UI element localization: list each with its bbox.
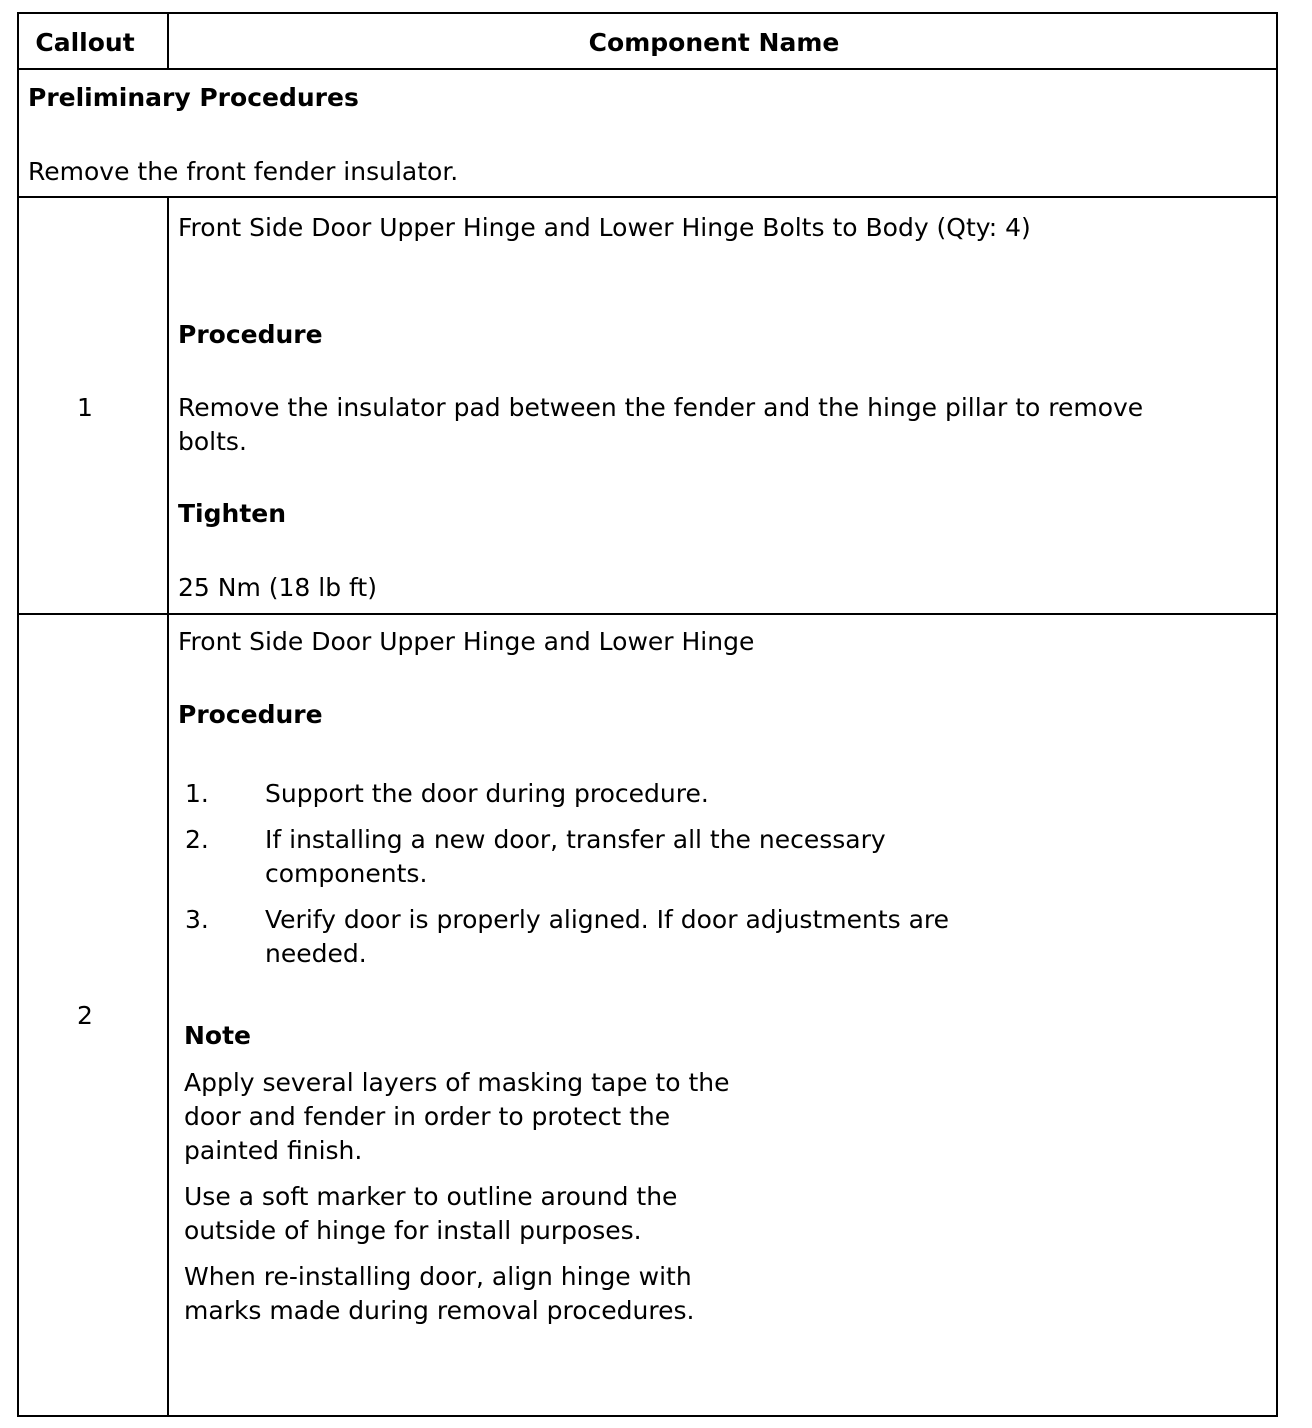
table-border-right: [1276, 12, 1278, 1417]
note-text: When re-installing door, align hinge with: [184, 1262, 692, 1291]
step-number: 1.: [185, 779, 209, 808]
table-border-bottom: [17, 1415, 1278, 1417]
note-text: door and fender in order to protect the: [184, 1102, 671, 1131]
step-number: 3.: [185, 905, 209, 934]
note-heading: Note: [184, 1021, 252, 1050]
step-text: needed.: [265, 939, 367, 968]
step-text: Support the door during procedure.: [265, 779, 709, 808]
row2-callout: 2: [77, 1001, 93, 1030]
note-text: outside of hinge for install purposes.: [184, 1216, 642, 1245]
step-text: Verify door is properly aligned. If door adjustments are: [265, 905, 950, 934]
preliminary-text: Remove the front fender insulator.: [28, 157, 459, 186]
row1-procedure-line: Remove the insulator pad between the fender and the hinge pillar to remove: [178, 393, 1144, 422]
note-text: Use a soft marker to outline around the: [184, 1182, 678, 1211]
row2-procedure-heading: Procedure: [178, 700, 323, 729]
row1-title: Front Side Door Upper Hinge and Lower Hinge Bolts to Body (Qty: 4): [178, 213, 1031, 242]
row2-title: Front Side Door Upper Hinge and Lower Hinge: [178, 627, 755, 656]
preliminary-heading: Preliminary Procedures: [28, 83, 359, 112]
table-border-top: [17, 12, 1278, 14]
row1-divider: [17, 613, 1278, 615]
note-text: painted finish.: [184, 1136, 363, 1165]
header-callout: Callout: [35, 28, 135, 57]
column-divider-body: [167, 196, 169, 1417]
row1-procedure-line: bolts.: [178, 427, 247, 456]
step-text: If installing a new door, transfer all the necessary: [265, 825, 886, 854]
row1-tighten-value: 25 Nm (18 lb ft): [178, 573, 377, 602]
row1-callout: 1: [77, 393, 93, 422]
header-divider: [17, 68, 1278, 70]
preliminary-divider: [17, 196, 1278, 198]
step-number: 2.: [185, 825, 209, 854]
header-component-name: Component Name: [588, 28, 840, 57]
row1-tighten-heading: Tighten: [178, 499, 287, 528]
note-text: marks made during removal procedures.: [184, 1296, 695, 1325]
note-text: Apply several layers of masking tape to the: [184, 1068, 730, 1097]
step-text: components.: [265, 859, 428, 888]
row1-procedure-heading: Procedure: [178, 320, 323, 349]
table-border-left: [17, 12, 19, 1417]
column-divider-header: [167, 12, 169, 70]
